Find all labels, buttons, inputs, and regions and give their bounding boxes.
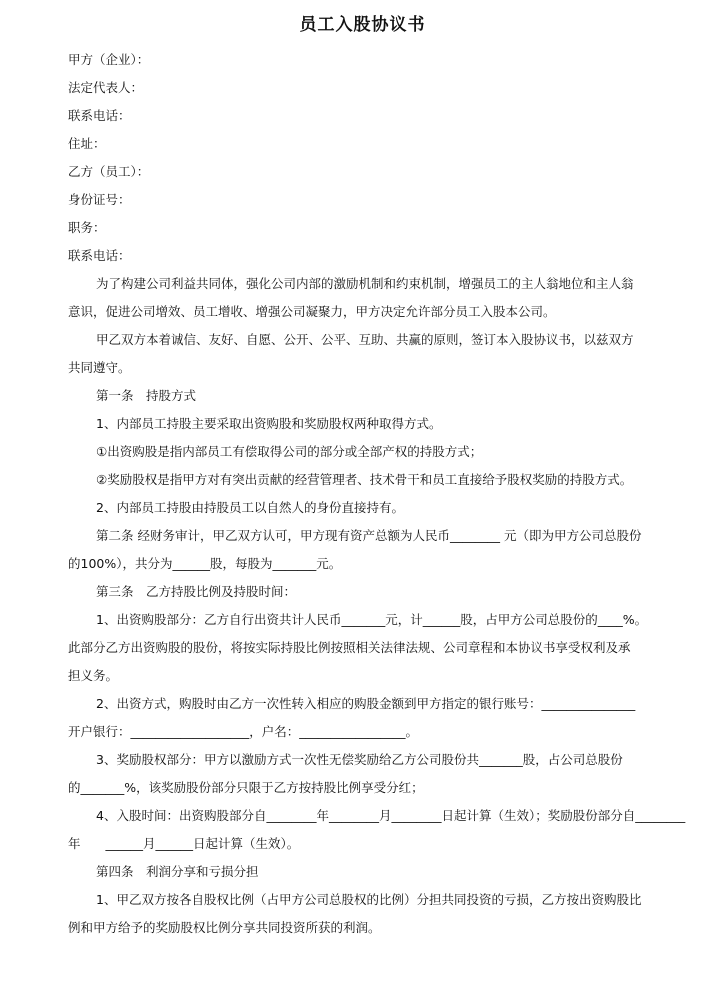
article-3-clause: 年 ______月______日起计算（生效）。	[68, 836, 300, 851]
field-phone-a: 联系电话：	[68, 108, 131, 123]
article-1-clause: ①出资购股是指内部员工有偿取得公司的部分或全部产权的持股方式；	[96, 444, 483, 459]
article-3-clause: 1、出资购股部分：乙方自行出资共计人民币_______元，计______股，占甲方公司总股份的____%。	[96, 612, 648, 627]
article-4-clause: 1、甲乙双方按各自股权比例（占甲方公司总股权的比例）分担共同投资的亏损，乙方按出资购股比	[96, 892, 642, 907]
article-2-line: 的100%），共分为______股，每股为_______元。	[68, 556, 342, 571]
article-1-heading: 第一条 持股方式	[96, 388, 197, 403]
principle-line: 共同遵守。	[68, 360, 131, 375]
field-position: 职务：	[68, 220, 106, 235]
article-3-clause: 3、奖励股权部分：甲方以激励方式一次性无偿奖励给乙方公司股份共_______股，占公司总股份	[96, 752, 623, 767]
field-party-a: 甲方（企业）：	[68, 52, 150, 67]
article-4-heading: 第四条 利润分享和亏损分担	[96, 864, 259, 879]
preamble-line: 意识，促进公司增效、员工增收、增强公司凝聚力，甲方决定允许部分员工入股本公司。	[68, 304, 556, 319]
field-legal-rep: 法定代表人：	[68, 80, 144, 95]
preamble-line: 为了构建公司利益共同体，强化公司内部的激励机制和约束机制，增强员工的主人翁地位和主人翁	[96, 276, 634, 291]
article-3-clause: 的_______%，该奖励股份部分只限于乙方按持股比例享受分红；	[68, 780, 424, 795]
article-3-clause: 担义务。	[68, 668, 119, 683]
article-2-line: 第二条 经财务审计，甲乙双方认可，甲方现有资产总额为人民币________ 元（即为甲方公司总股份	[96, 528, 642, 543]
article-3-clause: 开户银行：___________________，户名：_________________。	[68, 724, 419, 739]
principle-line: 甲乙双方本着诚信、友好、自愿、公开、公平、互助、共赢的原则，签订本入股协议书，以兹双方	[96, 332, 634, 347]
article-4-clause: 例和甲方给予的奖励股权比例分享共同投资所获的利润。	[68, 920, 381, 935]
document-title: 员工入股协议书	[299, 15, 426, 35]
article-3-clause: 2、出资方式，购股时由乙方一次性转入相应的购股金额到甲方指定的银行账号：_______________	[96, 696, 636, 711]
article-1-clause: 2、内部员工持股由持股员工以自然人的身份直接持有。	[96, 500, 404, 515]
article-3-heading: 第三条 乙方持股比例及持股时间：	[96, 584, 297, 599]
field-address: 住址：	[68, 136, 106, 151]
field-phone-b: 联系电话：	[68, 248, 131, 263]
field-id-number: 身份证号：	[68, 192, 131, 207]
article-3-clause: 此部分乙方出资购股的股份，将按实际持股比例按照相关法律法规、公司章程和本协议书享受权利及承	[68, 640, 631, 655]
article-3-clause: 4、入股时间：出资购股部分自________年________月________日起计算（生效）；奖励股份部分自________	[96, 808, 686, 823]
field-party-b: 乙方（员工）：	[68, 164, 150, 179]
article-1-clause: ②奖励股权是指甲方对有突出贡献的经营管理者、技术骨干和员工直接给予股权奖励的持股方式。	[96, 472, 633, 487]
article-1-clause: 1、内部员工持股主要采取出资购股和奖励股权两种取得方式。	[96, 416, 442, 431]
